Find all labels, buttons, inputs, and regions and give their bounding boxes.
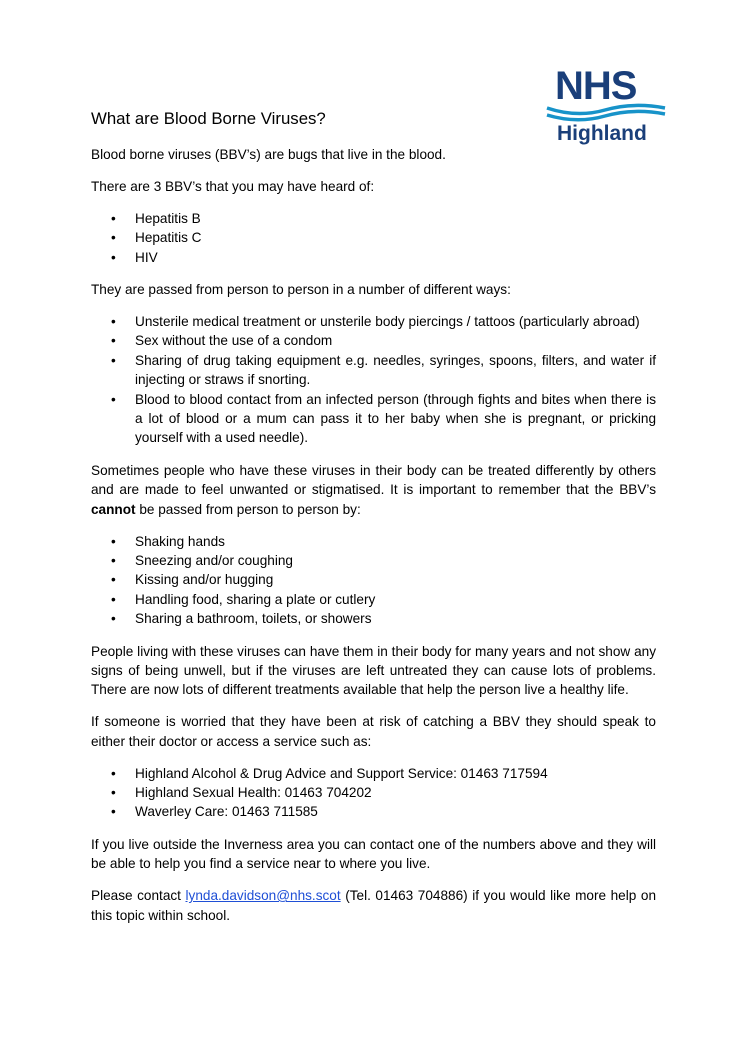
- list-item: • Highland Alcohol & Drug Advice and Support Service: 01463 717594: [91, 764, 656, 783]
- list-item: • Sharing of drug taking equipment e.g. needles, syringes, spoons, filters, and water if injecting or straws if snorting.: [111, 352, 656, 388]
- bullet-icon: •: [111, 333, 116, 349]
- bullet-icon: •: [111, 611, 116, 627]
- logo-highland-text: Highland: [557, 122, 647, 145]
- heard-of-paragraph: There are 3 BBV’s that you may have heard of:: [91, 178, 375, 194]
- email-link[interactable]: lynda.davidson@nhs.scot: [185, 888, 341, 904]
- list-item: • Sharing a bathroom, toilets, or showers: [91, 609, 656, 628]
- page-title: What are Blood Borne Viruses?: [91, 109, 326, 128]
- bullet-icon: •: [111, 533, 116, 549]
- list-item: • Unsterile medical treatment or unsterile body piercings / tattoos (particularly abroad): [91, 312, 656, 331]
- list-item: • Hepatitis B: [91, 209, 656, 228]
- list-item: • Kissing and/or hugging: [91, 570, 656, 589]
- living-paragraph: People living with these viruses can have them in their body for many years and not show any signs of being unwell, but if the viruses are left untreated they can cause lots of problems. There are now lots of different treatments available that help the person live a healthy life.: [91, 643, 656, 698]
- contact-paragraph: Please contact lynda.davidson@nhs.scot (Tel. 01463 704886) if you would like more help on this topic within school.: [91, 888, 656, 923]
- bullet-icon: •: [111, 552, 116, 568]
- bullet-icon: •: [111, 210, 116, 226]
- bullet-icon: •: [111, 591, 116, 607]
- bullet-icon: •: [111, 352, 116, 368]
- logo-nhs-text: NHS: [555, 64, 637, 108]
- bullet-icon: •: [111, 313, 116, 329]
- passed-intro-paragraph: They are passed from person to person in a number of different ways:: [91, 282, 511, 298]
- list-item: • HIV: [91, 248, 656, 267]
- bullet-icon: •: [111, 784, 116, 800]
- bullet-icon: •: [111, 765, 116, 781]
- stigma-paragraph: Sometimes people who have these viruses in their body can be treated differently by others and are made to feel unwanted or stigmatised. It is important to remember that the BBV’s cannot be passed from person to person by:: [91, 462, 656, 517]
- document-body: [91, 108, 656, 937]
- worried-paragraph: If someone is worried that they have been at risk of catching a BBV they should speak to either their doctor or access a service such as:: [91, 714, 656, 749]
- bullet-icon: •: [111, 249, 116, 265]
- transmission-list: [91, 312, 656, 448]
- list-item: • Sex without the use of a condom: [91, 331, 656, 350]
- bullet-icon: •: [111, 804, 116, 820]
- services-list: [91, 764, 656, 822]
- bullet-icon: •: [111, 572, 116, 588]
- list-item: • Hepatitis C: [91, 228, 656, 247]
- list-item: • Shaking hands: [91, 532, 656, 551]
- list-item: • Blood to blood contact from an infected person (through fights and bites when there is a lot of blood or a mum can pass it to her baby when she is pregnant, or pricking yourself with a used needle).: [111, 391, 656, 446]
- outside-area-paragraph: If you live outside the Inverness area you can contact one of the numbers above and they will be able to help you find a service near to where you live.: [91, 836, 656, 872]
- list-item: • Waverley Care: 01463 711585: [91, 802, 656, 821]
- list-item: • Highland Sexual Health: 01463 704202: [91, 783, 656, 802]
- bullet-icon: •: [111, 391, 116, 407]
- not-passed-list: [91, 532, 656, 629]
- list-item: • Sneezing and/or coughing: [91, 551, 656, 570]
- bullet-icon: •: [111, 230, 116, 246]
- virus-list: [91, 209, 656, 267]
- list-item: • Handling food, sharing a plate or cutlery: [91, 590, 656, 609]
- cannot-emphasis: cannot: [91, 501, 136, 517]
- intro-paragraph: Blood borne viruses (BBV’s) are bugs that live in the blood.: [91, 147, 446, 162]
